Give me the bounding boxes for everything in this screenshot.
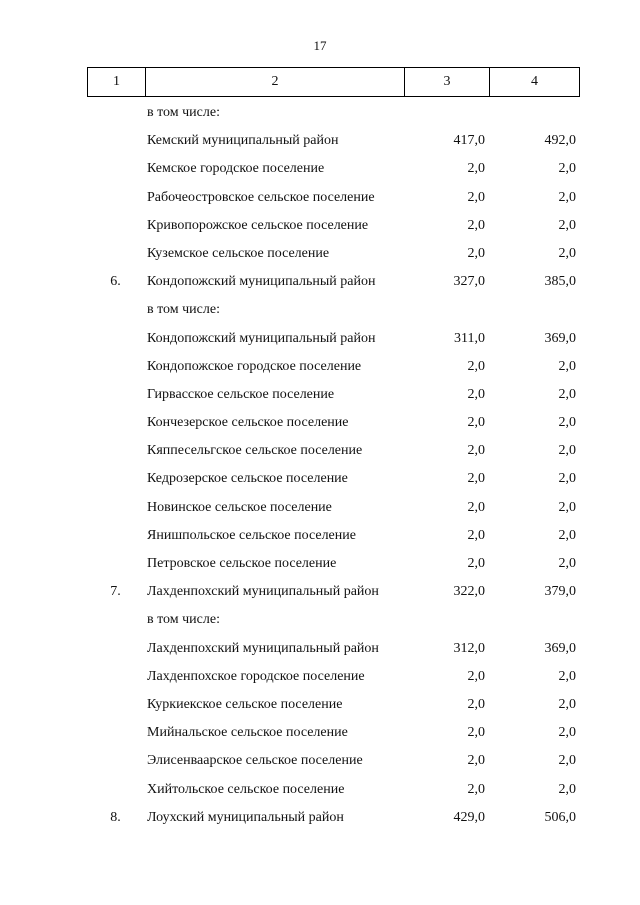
table-row — [87, 633, 580, 661]
row-name: Лахденпохское городское поселение — [147, 668, 365, 684]
row-name: Янишпольское сельское поселение — [147, 527, 356, 543]
table-row — [87, 407, 580, 435]
row-name: Кемское городское поселение — [147, 161, 325, 177]
row-name: Новинское сельское поселение — [147, 499, 332, 515]
row-value-col3: 2,0 — [467, 725, 485, 741]
header-col-1: 1 — [88, 68, 146, 97]
table-row — [87, 492, 580, 520]
row-name: Кондопожский муниципальный район — [147, 274, 376, 290]
row-value-col3: 327,0 — [453, 274, 485, 290]
table-row — [87, 576, 580, 604]
row-name: в том числе: — [147, 612, 220, 628]
row-value-col3: 2,0 — [467, 358, 485, 374]
row-value-col4: 369,0 — [544, 640, 576, 656]
row-value-col3: 311,0 — [454, 330, 485, 346]
table-row — [87, 661, 580, 689]
table-row — [87, 435, 580, 463]
row-value-col3: 2,0 — [467, 499, 485, 515]
table-row — [87, 294, 580, 322]
table-body — [87, 97, 580, 830]
row-number: 8. — [110, 809, 121, 825]
row-name: Гирвасское сельское поселение — [147, 386, 335, 402]
table-row — [87, 379, 580, 407]
row-name: Петровское сельское поселение — [147, 556, 337, 571]
row-name: Кяппесельгское сельское поселение — [147, 443, 363, 459]
row-name: Рабочеостровское сельское поселение — [147, 189, 375, 205]
row-value-col3: 2,0 — [467, 753, 485, 769]
row-value-col3: 2,0 — [467, 781, 485, 797]
row-value-col4: 385,0 — [544, 274, 576, 290]
header-col-2: 2 — [146, 68, 405, 97]
row-value-col3: 2,0 — [467, 386, 485, 402]
row-value-col3: 2,0 — [467, 668, 485, 684]
row-value-col3: 2,0 — [467, 415, 485, 431]
row-name: Кедрозерское сельское поселение — [147, 471, 348, 487]
row-value-col3: 2,0 — [467, 443, 485, 459]
row-value-col4: 2,0 — [558, 696, 576, 712]
table-row — [87, 745, 580, 773]
row-value-col3: 312,0 — [453, 640, 485, 656]
row-value-col3: 2,0 — [467, 161, 485, 177]
row-name: Кончезерское сельское поселение — [147, 415, 349, 431]
table-row — [87, 548, 580, 576]
row-name: Элисенваарское сельское поселение — [147, 753, 363, 769]
row-name: Хийтольское сельское поселение — [147, 781, 345, 797]
row-name: Куркиекское сельское поселение — [147, 696, 343, 712]
row-value-col4: 2,0 — [558, 161, 576, 177]
row-value-col4: 2,0 — [558, 556, 576, 571]
table-row — [87, 97, 580, 125]
table-row — [87, 717, 580, 745]
row-value-col4: 2,0 — [558, 781, 576, 797]
table-row — [87, 351, 580, 379]
row-value-col4: 2,0 — [558, 499, 576, 515]
row-value-col4: 2,0 — [558, 386, 576, 402]
row-value-col3: 322,0 — [453, 584, 485, 600]
row-value-col4: 2,0 — [558, 245, 576, 261]
row-value-col4: 2,0 — [558, 471, 576, 487]
row-value-col3: 2,0 — [467, 527, 485, 543]
row-name: Кривопорожское сельское поселение — [147, 217, 369, 233]
row-value-col3: 2,0 — [467, 245, 485, 261]
row-name: в том числе: — [147, 302, 220, 318]
row-value-col4: 2,0 — [558, 358, 576, 374]
row-name: Кемский муниципальный район — [147, 133, 339, 149]
row-name: Лоухский муниципальный район — [147, 809, 344, 825]
row-name: Куземское сельское поселение — [147, 245, 330, 261]
row-value-col4: 2,0 — [558, 415, 576, 431]
row-number: 6. — [110, 274, 121, 290]
row-value-col3: 2,0 — [467, 471, 485, 487]
row-value-col3: 2,0 — [467, 556, 485, 571]
table-row — [87, 520, 580, 548]
table-row — [87, 689, 580, 717]
row-value-col3: 2,0 — [467, 696, 485, 712]
row-value-col3: 2,0 — [467, 189, 485, 205]
table-row — [87, 125, 580, 153]
row-value-col4: 2,0 — [558, 668, 576, 684]
row-value-col4: 2,0 — [558, 527, 576, 543]
row-value-col4: 369,0 — [544, 330, 576, 346]
row-name: Мийнальское сельское поселение — [147, 725, 348, 741]
row-value-col3: 417,0 — [453, 133, 485, 149]
header-col-3: 3 — [405, 68, 490, 97]
row-value-col3: 2,0 — [467, 217, 485, 233]
row-value-col4: 506,0 — [544, 809, 576, 825]
table-row — [87, 153, 580, 181]
row-value-col3: 429,0 — [453, 809, 485, 825]
row-number: 7. — [110, 584, 121, 600]
table-header — [87, 67, 580, 97]
page-number: 17 — [313, 38, 327, 53]
row-value-col4: 492,0 — [544, 133, 576, 149]
table-row — [87, 604, 580, 632]
row-name: Кондопожское городское поселение — [147, 358, 362, 374]
table-row — [87, 238, 580, 266]
row-value-col4: 2,0 — [558, 753, 576, 769]
table-row — [87, 774, 580, 802]
table-row — [87, 182, 580, 210]
row-name: Лахденпохский муниципальный район — [147, 584, 379, 600]
table-row — [87, 266, 580, 294]
table-row — [87, 210, 580, 238]
table-row — [87, 463, 580, 491]
row-value-col4: 2,0 — [558, 189, 576, 205]
table-row — [87, 802, 580, 830]
table-row — [87, 323, 580, 351]
row-value-col4: 379,0 — [544, 584, 576, 600]
row-value-col4: 2,0 — [558, 443, 576, 459]
row-name: Лахденпохский муниципальный район — [147, 640, 379, 656]
row-value-col4: 2,0 — [558, 725, 576, 741]
row-name: в том числе: — [147, 105, 220, 120]
row-value-col4: 2,0 — [558, 217, 576, 233]
header-col-4: 4 — [490, 68, 580, 97]
row-name: Кондопожский муниципальный район — [147, 330, 376, 346]
